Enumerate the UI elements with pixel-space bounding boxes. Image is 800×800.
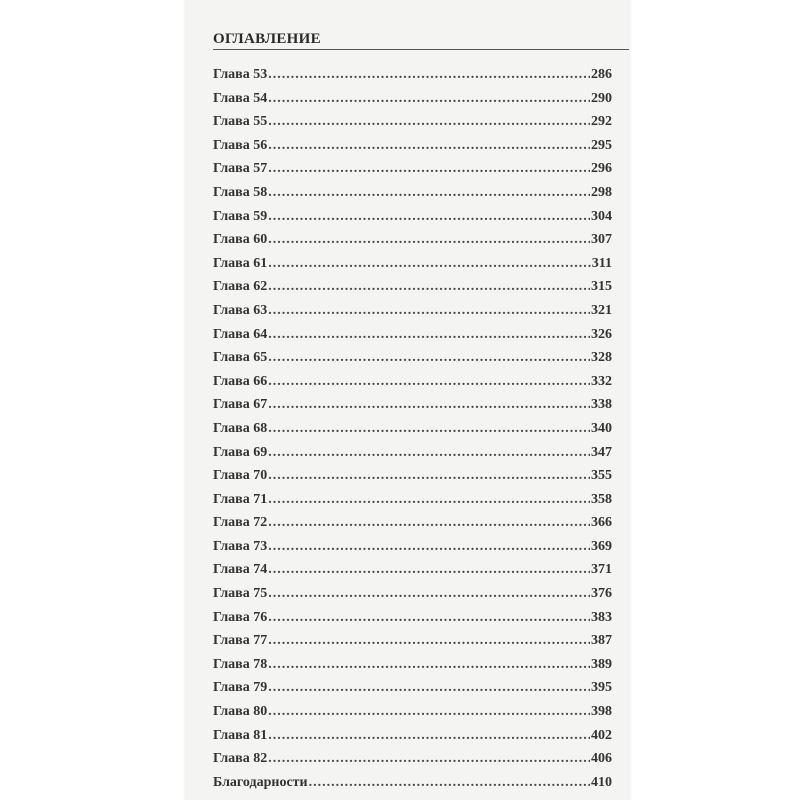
toc-entry-page-number: 307 (591, 232, 612, 248)
toc-entry-title: Глава 82 (213, 751, 268, 767)
dot-leader (268, 657, 590, 673)
dot-leader (268, 397, 590, 413)
toc-entry-title: Глава 69 (213, 444, 268, 460)
toc-entry-title: Глава 68 (213, 420, 268, 436)
toc-entry-page-number: 369 (591, 538, 612, 554)
toc-entry-title: Глава 79 (213, 680, 268, 696)
toc-entry (213, 680, 612, 704)
dot-leader (268, 515, 590, 531)
toc-entry-title: Глава 76 (213, 609, 268, 625)
dot-leader (268, 303, 590, 319)
toc-entry-page-number: 406 (591, 751, 612, 767)
toc-entry-title: Глава 75 (213, 586, 268, 602)
toc-entry (213, 256, 612, 280)
toc-entry-title: Глава 77 (213, 633, 268, 649)
toc-entry (213, 657, 612, 681)
toc-entry (213, 633, 612, 657)
toc-entry-page-number: 340 (591, 420, 612, 436)
toc-entry-title: Глава 66 (213, 373, 268, 389)
toc-entry (213, 67, 612, 91)
dot-leader (268, 138, 590, 154)
toc-entry (213, 114, 612, 138)
toc-entry-page-number: 347 (591, 444, 612, 460)
toc-entry-title: Глава 78 (213, 656, 268, 672)
toc-entry (213, 91, 612, 115)
dot-leader (268, 232, 590, 248)
toc-entry-page-number: 389 (591, 656, 612, 672)
toc-entry (213, 350, 612, 374)
toc-entry (213, 728, 612, 752)
toc-entry (213, 704, 612, 728)
toc-entry (213, 468, 612, 492)
toc-entry (213, 209, 612, 233)
toc-entry-title: Глава 67 (213, 397, 268, 413)
toc-entry-title: Глава 74 (213, 562, 268, 578)
toc-entry-page-number: 410 (591, 774, 612, 790)
dot-leader (268, 91, 590, 107)
toc-entry (213, 279, 612, 303)
dot-leader (268, 492, 590, 508)
dot-leader (268, 374, 590, 390)
toc-entry (213, 397, 612, 421)
dot-leader (268, 704, 590, 720)
table-of-contents (213, 67, 612, 798)
toc-entry (213, 232, 612, 256)
toc-entry-page-number: 304 (591, 208, 612, 224)
toc-entry-title: Глава 58 (213, 184, 268, 200)
toc-entry (213, 374, 612, 398)
toc-entry (213, 185, 612, 209)
dot-leader (268, 445, 590, 461)
dot-leader (268, 680, 590, 696)
toc-entry-page-number: 311 (591, 255, 612, 271)
toc-entry-page-number: 398 (591, 704, 612, 720)
toc-entry-page-number: 315 (591, 279, 612, 295)
toc-entry-page-number: 355 (591, 468, 612, 484)
toc-entry-title: Глава 81 (213, 727, 268, 743)
toc-entry-page-number: 387 (591, 633, 612, 649)
toc-entry-page-number: 383 (591, 609, 612, 625)
toc-entry-title: Глава 57 (213, 161, 268, 177)
dot-leader (268, 421, 590, 437)
toc-entry-page-number: 338 (591, 397, 612, 413)
dot-leader (268, 539, 590, 555)
toc-entry-page-number: 366 (591, 515, 612, 531)
toc-entry-title: Глава 54 (213, 90, 268, 106)
dot-leader (268, 633, 590, 649)
toc-entry-title: Глава 73 (213, 538, 268, 554)
toc-entry (213, 562, 612, 586)
toc-entry-page-number: 402 (591, 727, 612, 743)
toc-entry-title: Глава 60 (213, 232, 268, 248)
toc-entry (213, 492, 612, 516)
dot-leader (268, 562, 590, 578)
dot-leader (268, 468, 590, 484)
dot-leader (268, 610, 590, 626)
toc-entry-page-number: 296 (591, 161, 612, 177)
toc-entry (213, 775, 612, 799)
toc-entry-title: Глава 65 (213, 350, 268, 366)
toc-entry (213, 751, 612, 775)
dot-leader (268, 751, 590, 767)
toc-entry-title: Глава 63 (213, 302, 268, 318)
dot-leader (268, 209, 590, 225)
page-heading: ОГЛАВЛЕНИЕ (213, 29, 629, 50)
book-page (185, 0, 630, 800)
toc-entry-title: Глава 64 (213, 326, 268, 342)
toc-entry-title: Глава 55 (213, 114, 268, 130)
toc-entry (213, 515, 612, 539)
dot-leader (268, 279, 590, 295)
dot-leader (268, 728, 590, 744)
toc-entry-title: Глава 62 (213, 279, 268, 295)
toc-entry (213, 539, 612, 563)
toc-entry-page-number: 395 (591, 680, 612, 696)
toc-entry-page-number: 290 (591, 90, 612, 106)
toc-entry-page-number: 286 (591, 67, 612, 82)
toc-entry-title: Глава 53 (213, 67, 268, 82)
toc-entry-page-number: 321 (591, 302, 612, 318)
toc-entry-page-number: 371 (591, 562, 612, 578)
toc-entry-title: Глава 72 (213, 515, 268, 531)
toc-entry (213, 421, 612, 445)
toc-entry (213, 138, 612, 162)
toc-entry (213, 303, 612, 327)
toc-entry (213, 610, 612, 634)
toc-entry-title: Глава 80 (213, 704, 268, 720)
dot-leader (309, 775, 590, 791)
dot-leader (268, 586, 590, 602)
toc-entry (213, 161, 612, 185)
dot-leader (268, 327, 590, 343)
toc-entry-page-number: 292 (591, 114, 612, 130)
toc-entry-page-number: 328 (591, 350, 612, 366)
toc-entry-page-number: 358 (591, 491, 612, 507)
toc-entry (213, 586, 612, 610)
toc-entry-title: Глава 71 (213, 491, 268, 507)
toc-entry-title: Глава 59 (213, 208, 268, 224)
toc-entry-page-number: 376 (591, 586, 612, 602)
toc-entry-title: Глава 61 (213, 255, 268, 271)
toc-entry-title: Глава 56 (213, 137, 268, 153)
toc-entry (213, 327, 612, 351)
dot-leader (268, 114, 590, 130)
dot-leader (268, 185, 590, 201)
toc-entry-page-number: 326 (591, 326, 612, 342)
toc-entry-title: Глава 70 (213, 468, 268, 484)
dot-leader (268, 161, 590, 177)
toc-entry-page-number: 298 (591, 184, 612, 200)
toc-entry-page-number: 332 (591, 373, 612, 389)
toc-entry-title: Благодарности (213, 774, 308, 790)
dot-leader (268, 350, 590, 366)
toc-entry (213, 445, 612, 469)
toc-entry-page-number: 295 (591, 137, 612, 153)
dot-leader (268, 256, 591, 272)
dot-leader (268, 67, 590, 83)
